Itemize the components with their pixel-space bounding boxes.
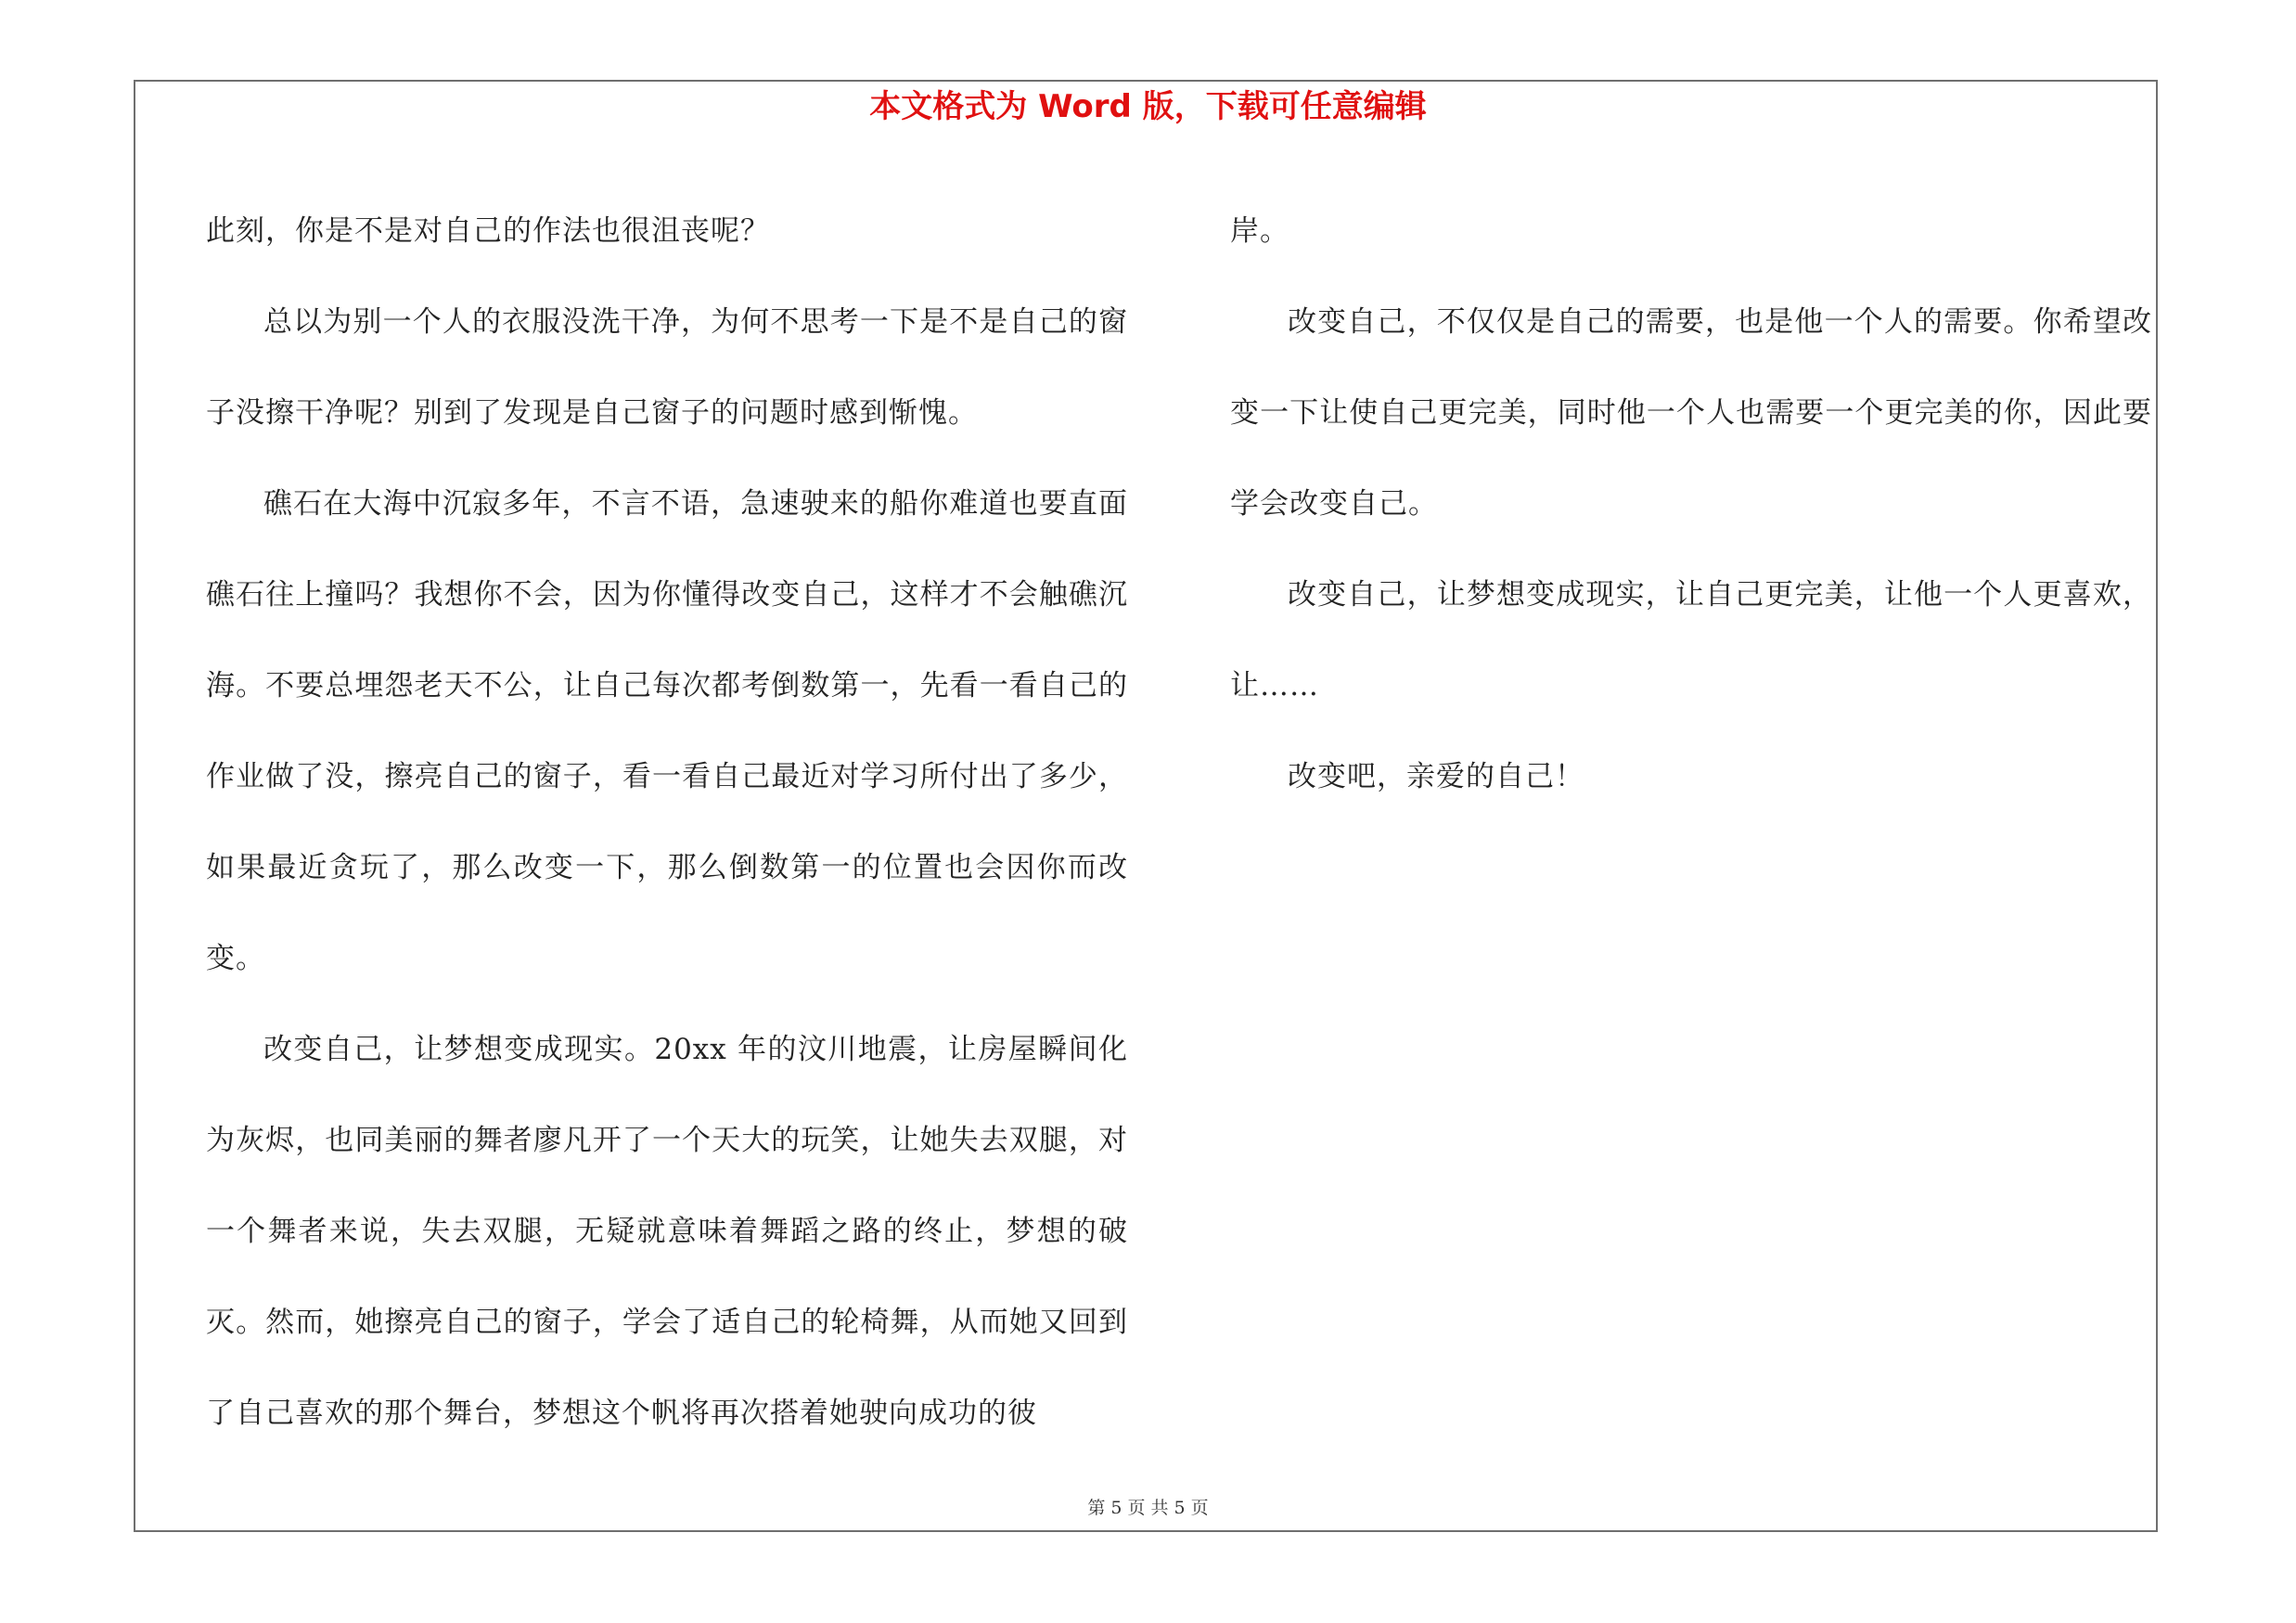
paragraph: 礁石在大海中沉寂多年，不言不语，急速驶来的船你难道也要直面礁石往上撞吗？我想你不会，因为你懂得改变自己，这样才不会触礁沉海。不要总埋怨老天不公，让自己每次都考倒数第一，先看一看自己的作业做了没，擦亮自己的窗子，看一看自己最近对学习所付出了多少，如果最近贪玩了，那么改变一下，那么倒数第一的位置也会因你而改变。	[206, 487, 1128, 975]
paragraph: 改变自己，让梦想变成现实。20xx 年的汶川地震，让房屋瞬间化为灰烬，也同美丽的舞者廖凡开了一个天大的玩笑，让她失去双腿，对一个舞者来说，失去双腿，无疑就意味着舞蹈之路的终止，梦想的破灭。然而，她擦亮自己的窗子，学会了适自己的轮椅舞，从而她又回到了自己喜欢的那个舞台，梦想这个帆将再次搭着她驶向成功的彼	[206, 1033, 1128, 1430]
page-number: 第 5 页 共 5 页	[1087, 1498, 1209, 1518]
left-column	[206, 186, 1128, 1459]
paragraph: 改变吧，亲爱的自己！	[1288, 760, 1584, 793]
paragraph: 此刻，你是不是对自己的作法也很沮丧呢？	[206, 214, 770, 248]
paragraph: 改变自己，让梦想变成现实，让自己更完美，让他一个人更喜欢，让……	[1230, 578, 2152, 702]
paragraph: 改变自己，不仅仅是自己的需要，也是他一个人的需要。你希望改变一下让使自己更完美，同时他一个人也需要一个更完美的你，因此要学会改变自己。	[1230, 305, 2152, 521]
paragraph: 岸。	[1230, 214, 1289, 248]
right-column	[1230, 186, 2152, 822]
header-banner: 本文格式为 Word 版，下载可任意编辑	[869, 88, 1427, 125]
paragraph: 总以为别一个人的衣服没洗干净，为何不思考一下是不是自己的窗子没擦干净呢？别到了发现是自己窗子的问题时感到惭愧。	[206, 305, 1128, 430]
